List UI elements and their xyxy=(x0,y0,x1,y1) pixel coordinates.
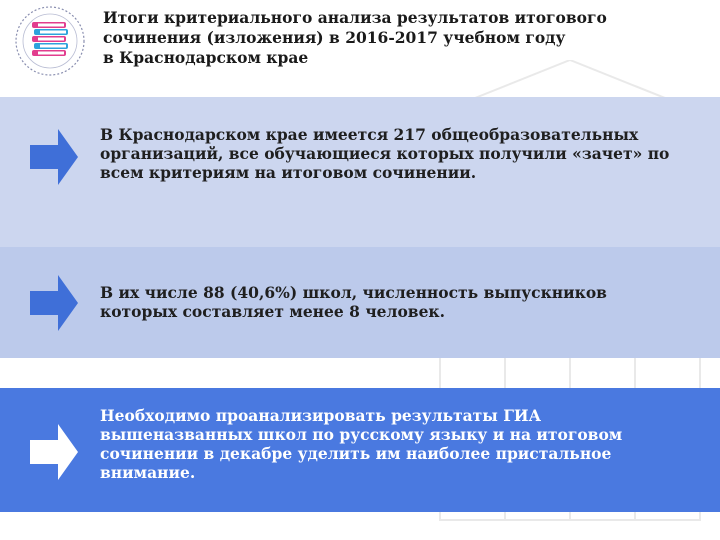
info-block-line: внимание. xyxy=(100,463,196,482)
info-block-line: В их числе 88 (40,6%) школ, численность выпускников xyxy=(100,283,607,302)
info-block-line: Необходимо проанализировать результаты ГИА xyxy=(100,406,542,425)
institute-books-logo-icon xyxy=(10,4,92,78)
info-block-line: В Краснодарском крае имеется 217 общеобразовательных xyxy=(100,125,639,144)
arrow-right-icon xyxy=(30,422,78,482)
info-block-line: вышеназванных школ по русскому языку и на итоговом xyxy=(100,425,623,444)
slide-title-line: в Краснодарском крае xyxy=(103,48,309,67)
arrow-right-icon xyxy=(30,273,78,333)
info-block-text xyxy=(100,406,710,482)
info-block-1 xyxy=(0,97,720,247)
info-block-text xyxy=(100,125,710,182)
info-block-3 xyxy=(0,388,720,512)
info-block-line: всем критериям на итоговом сочинении. xyxy=(100,163,477,182)
arrow-right-icon xyxy=(30,127,78,187)
slide-title-line: Итоги критериального анализа результатов итогового xyxy=(103,8,607,27)
info-block-line: организаций, все обучающиеся которых получили «зачет» по xyxy=(100,144,670,163)
slide-title xyxy=(103,8,663,68)
info-block-text xyxy=(100,283,710,321)
info-block-2 xyxy=(0,247,720,358)
slide-title-line: сочинения (изложения) в 2016-2017 учебном году xyxy=(103,28,566,47)
info-block-line: которых составляет менее 8 человек. xyxy=(100,302,446,321)
info-block-line: сочинении в декабре уделить им наиболее пристальное xyxy=(100,444,612,463)
